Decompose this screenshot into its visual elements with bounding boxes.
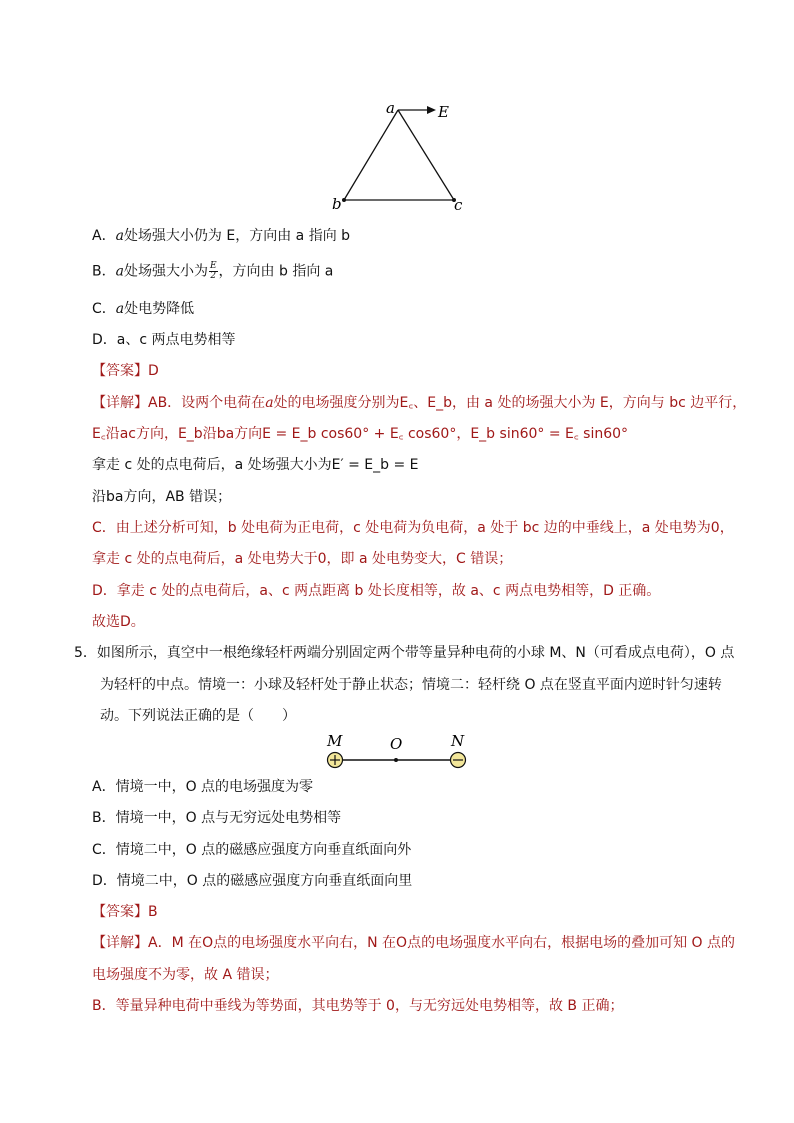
q4-answer: 【答案】D <box>92 363 159 379</box>
q4-explanation-3: 拿走 c 处的点电荷后，a 处场强大小为E′ = E_b = E <box>92 457 419 473</box>
midpoint-o-dot <box>394 758 398 762</box>
q5-option-b: B．情境一中，O 点与无穷远处电势相等 <box>92 810 342 826</box>
q5-explanation-3: B．等量异种电荷中垂线为等势面，其电势等于 0，与无穷远处电势相等，故 B 正确； <box>92 998 624 1014</box>
q5-option-a: A．情境一中，O 点的电场强度为零 <box>92 779 314 795</box>
q4-option-b: B．a处场强大小为 $\frac{E}{2}$ ，方向由 b 指向 a <box>92 261 334 281</box>
label-c: c <box>454 196 463 214</box>
fraction-denominator: 2 <box>210 271 217 281</box>
q4-option-b-text1: 处场强大小为 <box>123 263 208 280</box>
label-M: M <box>327 733 343 750</box>
q4-option-c: C．a处电势降低 <box>92 301 195 317</box>
q4-option-c-prefix: C． <box>92 301 116 317</box>
q4-exp1-tail: 处的电场强度分别为E꜀、E_b，由 a 处的场强大小为 E，方向与 bc 边平行， <box>273 395 747 411</box>
q5-explanation-2: 电场强度不为零，故 A 错误； <box>92 967 279 983</box>
label-b: b <box>332 195 342 213</box>
label-a: a <box>386 99 395 117</box>
fraction-numerator: E <box>209 261 217 271</box>
q4-option-d-text: a、c 两点电势相等 <box>116 332 236 348</box>
q4-explanation-4: 沿ba方向，AB 错误； <box>92 489 232 505</box>
label-E: E <box>438 103 449 121</box>
label-N: N <box>451 733 465 750</box>
edge-ac <box>398 110 454 200</box>
q4-explanation-6: 拿走 c 处的点电荷后，a 处电势大于0，即 a 处电势变大，C 错误； <box>92 551 513 567</box>
q5-stem-line-2: 为轻杆的中点。情境一：小球及轻杆处于静止状态；情境二：轻杆绕 O 点在竖直平面内逆时针匀速转 <box>100 677 722 693</box>
q4-option-a-prefix: A． <box>92 228 116 244</box>
triangle-figure <box>330 98 470 218</box>
q4-explanation-5: C．由上述分析可知，b 处电荷为正电荷，c 处电荷为负电荷，a 处于 bc 边的中垂线上，a 处电势为0， <box>92 520 734 536</box>
q4-explanation-2: E꜀沿ac方向，E_b沿ba方向E = E_b cos60° + E꜀ cos60°，E_b sin60° = E꜀ sin60° <box>92 426 629 442</box>
point-b-dot <box>342 198 346 202</box>
q4-explanation-7: D．拿走 c 处的点电荷后，a、c 两点距离 b 处长度相等，故 a、c 两点电势相等，D 正确。 <box>92 583 661 599</box>
q4-option-b-fraction <box>209 262 218 281</box>
edge-ab <box>344 110 398 200</box>
q5-option-d: D．情境二中，O 点的磁感应强度方向垂直纸面向里 <box>92 873 413 889</box>
q4-option-b-prefix: B． <box>92 263 116 280</box>
label-O: O <box>390 735 403 753</box>
q4-option-b-text2: ，方向由 b 指向 a <box>218 263 334 280</box>
q5-stem-line-1: 5．如图所示，真空中一根绝缘轻杆两端分别固定两个带等量异种电荷的小球 M、N（可看成点电荷），O 点 <box>74 645 735 661</box>
q5-stem-line-3: 动。下列说法正确的是（ ） <box>100 708 296 724</box>
q4-explanation-1: 【详解】AB．设两个电荷在a处的电场强度分别为E꜀、E_b，由 a 处的场强大小为 E，方向与 bc 边平行， <box>92 395 747 411</box>
q4-option-a: A．a处场强大小仍为 E，方向由 a 指向 b <box>92 228 351 244</box>
field-arrow-head <box>427 106 436 114</box>
q4-option-d <box>92 331 236 349</box>
q4-exp1-head: 【详解】AB．设两个电荷在 <box>92 395 266 411</box>
q5-answer: 【答案】B <box>92 904 158 920</box>
q5-option-c: C．情境二中，O 点的磁感应强度方向垂直纸面向外 <box>92 842 412 858</box>
rod-figure <box>318 733 478 779</box>
q5-explanation-1: 【详解】A．M 在O点的电场强度水平向右，N 在O点的电场强度水平向右，根据电场的叠加可知 O 点的 <box>92 935 735 951</box>
q4-option-d-prefix: D． <box>92 332 117 348</box>
q4-explanation-8: 故选D。 <box>92 614 145 630</box>
q4-option-c-text: 处电势降低 <box>124 301 195 317</box>
q4-option-a-text: 处场强大小仍为 E，方向由 a 指向 b <box>123 228 351 244</box>
